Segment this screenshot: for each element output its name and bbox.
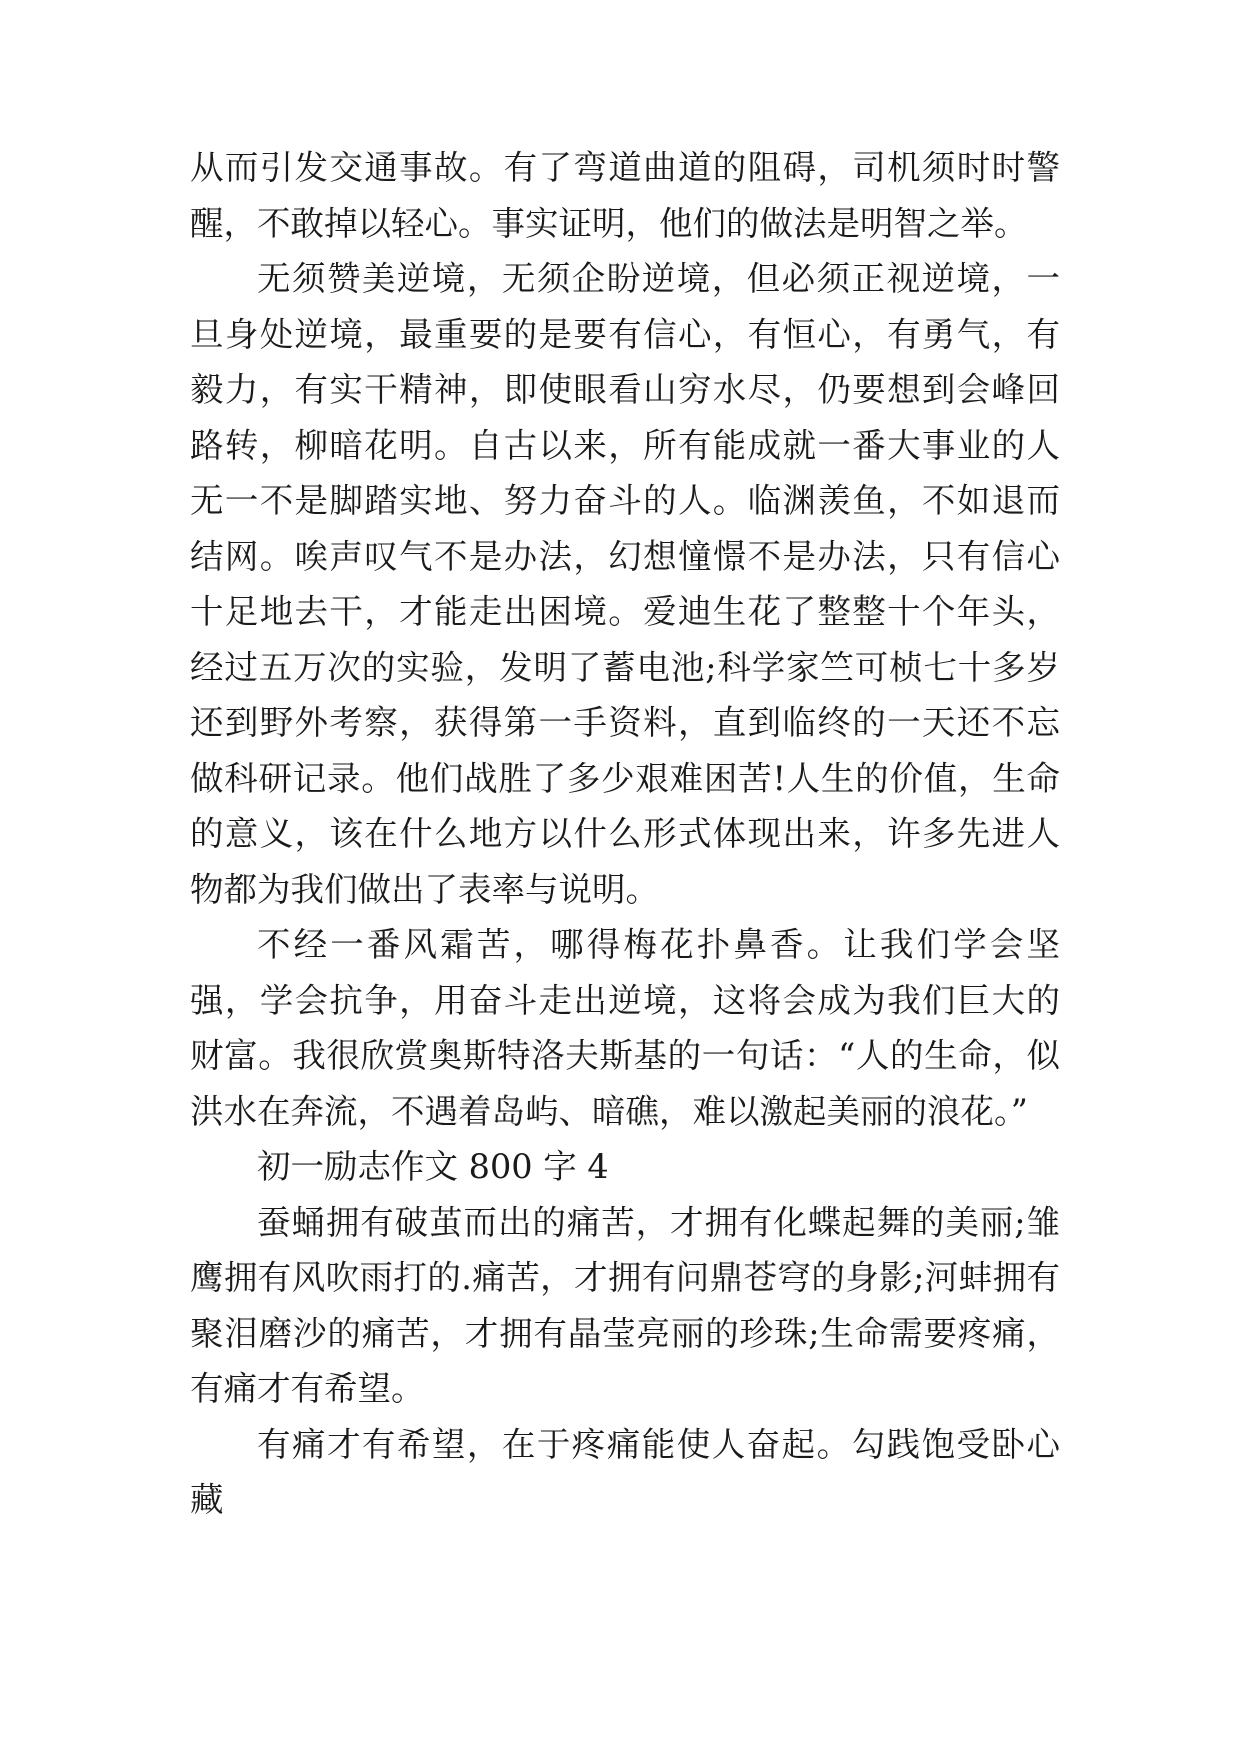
paragraph-3: 不经一番风霜苦，哪得梅花扑鼻香。让我们学会坚强，学会抗争，用奋斗走出逆境，这将会成为我们巨大的财富。我很欣赏奥斯特洛夫斯基的一句话：“人的生命，似洪水在奔流，不遇着岛屿、暗礁，难以激起美丽的浪花。”: [190, 925, 1060, 1131]
paragraph-1: 从而引发交通事故。有了弯道曲道的阻碍，司机须时时警醒，不敢掉以轻心。事实证明，他们的做法是明智之举。: [190, 148, 1060, 243]
paragraph-5: 有痛才有希望，在于疼痛能使人奋起。勾践饱受卧心藏: [190, 1424, 1060, 1519]
paragraph-2: 无须赞美逆境，无须企盼逆境，但必须正视逆境，一旦身处逆境，最重要的是要有信心，有恒心，有勇气，有毅力，有实干精神，即使眼看山穷水尽，仍要想到会峰回路转，柳暗花明。自古以来，所有能成就一番大事业的人无一不是脚踏实地、努力奋斗的人。临渊羡鱼，不如退而结网。唉声叹气不是办法，幻想憧憬不是办法，只有信心十足地去干，才能走出困境。爱迪生花了整整十个年头，经过五万次的实验，发明了蓄电池;科学家竺可桢七十多岁还到野外考察，获得第一手资料，直到临终的一天还不忘做科研记录。他们战胜了多少艰难困苦!人生的价值，生命的意义，该在什么地方以什么形式体现出来，许多先进人物都为我们做出了表率与说明。: [190, 259, 1060, 909]
document-body: [190, 140, 1060, 1528]
paragraph-4: 蚕蛹拥有破茧而出的痛苦，才拥有化蝶起舞的美丽;雏鹰拥有风吹雨打的.痛苦，才拥有问鼎苍穹的身影;河蚌拥有聚泪磨沙的痛苦，才拥有晶莹亮丽的珍珠;生命需要疼痛，有痛才有希望。: [190, 1202, 1060, 1408]
section-heading: 初一励志作文 800 字 4: [257, 1147, 609, 1186]
